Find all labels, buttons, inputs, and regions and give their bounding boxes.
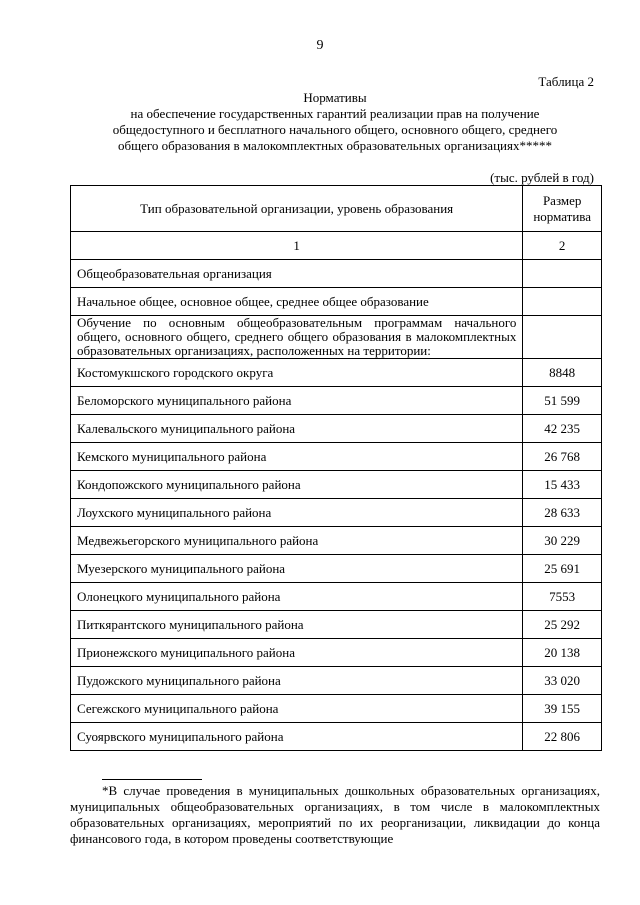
title-line-2: общедоступного и бесплатного начального общего, основного общего, среднего [112,122,558,137]
column-number-2: 2 [523,232,602,260]
title-line-3: общего образования в малокомплектных образовательных организациях***** [118,138,552,153]
area-value: 30 229 [523,527,602,555]
intro-value [523,316,602,359]
area-value: 8848 [523,359,602,387]
header-type: Тип образовательной организации, уровень образования [71,186,523,232]
area-value: 51 599 [523,387,602,415]
footnote-divider [102,779,202,780]
table-row [71,611,602,639]
table-row [71,387,602,415]
table-row [71,667,602,695]
area-value: 33 020 [523,667,602,695]
area-name: Муезерского муниципального района [71,555,523,583]
section-value [523,288,602,316]
footnote-text: *В случае проведения в муниципальных дошкольных образовательных организациях, муниципальных общеобразовательных организациях, в том числе в малокомплектных образовательных организациях, мероприятий по их реорганизации, ликвидации до конца финансового года, в котором проведены соответствующие [70,783,600,846]
units-note: (тыс. рублей в год) [490,170,594,185]
column-number-1: 1 [71,232,523,260]
page-number: 9 [316,38,324,53]
area-name: Олонецкого муниципального района [71,583,523,611]
area-value: 42 235 [523,415,602,443]
table-row [71,527,602,555]
table-row [71,583,602,611]
column-number-row [71,232,602,260]
table-row [71,555,602,583]
area-value: 25 292 [523,611,602,639]
section-row [71,260,602,288]
table-row [71,415,602,443]
area-value: 25 691 [523,555,602,583]
area-name: Калевальского муниципального района [71,415,523,443]
table-row [71,443,602,471]
area-name: Сегежского муниципального района [71,695,523,723]
area-name: Питкярантского муниципального района [71,611,523,639]
title-heading: Нормативы [303,90,367,105]
section-label: Начальное общее, основное общее, среднее общее образование [71,288,523,316]
section-row [71,288,602,316]
table-row [71,499,602,527]
area-name: Беломорского муниципального района [71,387,523,415]
table-row [71,359,602,387]
table-label: Таблица 2 [538,74,594,89]
intro-text: Обучение по основным общеобразовательным программам начального общего, основного общего, среднего общего образования в малокомплектных образовательных организациях, расположенных на территории: [71,316,523,359]
area-name: Медвежьегорского муниципального района [71,527,523,555]
area-name: Пудожского муниципального района [71,667,523,695]
area-value: 15 433 [523,471,602,499]
intro-row [71,316,602,359]
area-name: Кемского муниципального района [71,443,523,471]
area-name: Кондопожского муниципального района [71,471,523,499]
area-value: 28 633 [523,499,602,527]
table-row [71,695,602,723]
section-value [523,260,602,288]
section-label: Общеобразовательная организация [71,260,523,288]
area-value: 20 138 [523,639,602,667]
area-name: Суоярвского муниципального района [71,723,523,751]
area-name: Прионежского муниципального района [71,639,523,667]
table-row [71,639,602,667]
area-value: 26 768 [523,443,602,471]
norms-table [70,185,602,751]
table-header-row [71,186,602,232]
area-value: 39 155 [523,695,602,723]
title-line-1: на обеспечение государственных гарантий реализации прав на получение [130,106,540,121]
table-row [71,471,602,499]
area-value: 22 806 [523,723,602,751]
area-name: Лоухского муниципального района [71,499,523,527]
header-amount: Размер норматива [523,186,602,232]
area-value: 7553 [523,583,602,611]
table-title [70,90,600,154]
area-name: Костомукшского городского округа [71,359,523,387]
table-row [71,723,602,751]
